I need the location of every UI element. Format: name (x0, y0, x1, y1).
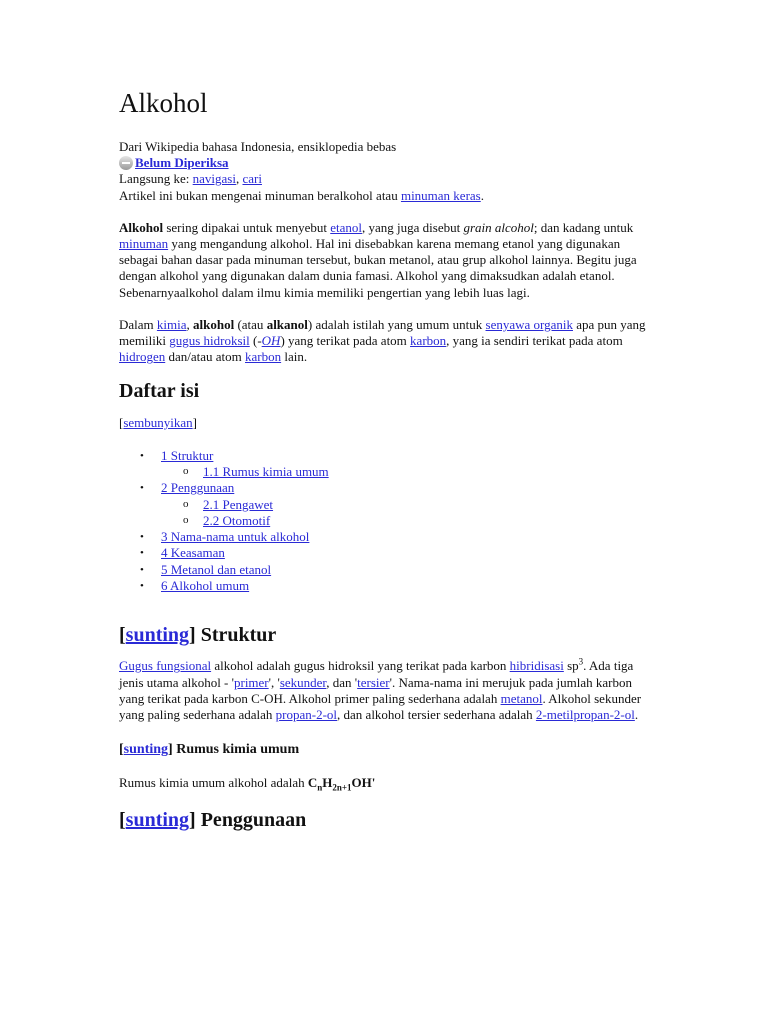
subsection-heading-rumus: [sunting] Rumus kimia umum (119, 742, 300, 758)
rumus-paragraph (119, 775, 659, 791)
text-run: yang mengandung alkohol. Hal ini disebabkan karena memang etanol yang digunakan sebagai bahan dasar pada minuman tersebut, bukan metanol, atau grup alkohol lainnya. Begitu juga dengan alkohol yang digunakan dalam dunia famasi. Alkohol yang dimaksudkan adalah etanol. Sebenarnyaalkohol dalam ilmu kimia memiliki pengertian yang lebih luas lagi. (119, 236, 637, 300)
toc-item (119, 578, 659, 594)
text-run: , (186, 316, 194, 332)
edit-link[interactable]: sunting (123, 742, 169, 758)
jump-prefix: Langsung ke: (119, 171, 193, 187)
text-run: alkohol adalah gugus hidroksil yang terikat pada karbon (211, 658, 510, 674)
bold-term: alkohol (193, 316, 235, 332)
article-content (119, 86, 659, 833)
bracket: [ (119, 415, 124, 431)
text-run: sp (563, 658, 579, 674)
hatnote-text: Artikel ini bukan mengenai minuman beralkohol atau (119, 187, 401, 203)
text-run: , dan alkohol tersier sederhana adalah (337, 706, 536, 722)
intro-paragraph-1 (119, 220, 659, 301)
jump-separator: , (235, 171, 243, 187)
page-title: Alkohol (119, 88, 208, 118)
source-line: Dari Wikipedia bahasa Indonesia, ensiklopedia bebas (119, 139, 397, 154)
section-title: Penggunaan (200, 809, 307, 832)
link-oh-text: OH (261, 333, 281, 349)
link-hibridisasi[interactable]: hibridisasi (509, 658, 564, 674)
edit-link[interactable]: sunting (125, 809, 190, 832)
hatnote-link[interactable]: minuman keras (400, 187, 481, 203)
link-sekunder[interactable]: sekunder (279, 674, 327, 690)
bold-term: Alkohol (119, 219, 164, 235)
superscript: 3 (578, 656, 584, 667)
text-run: , yang ia sendiri terikat pada atom (446, 333, 623, 349)
table-of-contents (119, 448, 659, 595)
link-hidrogen[interactable]: hidrogen (119, 349, 166, 365)
link-kimia[interactable]: kimia (156, 316, 187, 332)
section-heading-struktur: [sunting] Struktur (119, 624, 277, 647)
text-run: dan/atau atom (165, 349, 245, 365)
link-karbon-2[interactable]: karbon (245, 349, 282, 365)
toc-item (119, 562, 659, 578)
toc-link[interactable]: 3 Nama-nama untuk alkohol (161, 529, 310, 545)
review-status-link[interactable]: Belum Diperiksa (135, 155, 229, 171)
toc-link[interactable]: 5 Metanol dan etanol (161, 561, 272, 577)
text-run: lain. (281, 349, 308, 365)
intro-paragraph-2 (119, 317, 659, 366)
bracket: ] (192, 415, 198, 431)
formula-part: H (322, 775, 333, 791)
toc-toggle (119, 415, 659, 431)
toc-link[interactable]: 1.1 Rumus kimia umum (203, 463, 329, 479)
toc-item (119, 464, 659, 480)
text-run: Rumus kimia umum alkohol adalah (119, 775, 308, 791)
toc-item (119, 448, 659, 464)
toc-link[interactable]: 4 Keasaman (161, 545, 225, 561)
link-gugus-hidroksil[interactable]: gugus hidroksil (169, 333, 250, 349)
section-title: Struktur (200, 624, 277, 647)
text-run: . Ada tiga jenis utama alkohol - ' (119, 658, 634, 690)
jump-search-link[interactable]: cari (242, 171, 262, 187)
review-status-icon (119, 156, 133, 170)
link-metanol[interactable]: metanol (500, 690, 543, 706)
link-karbon[interactable]: karbon (410, 333, 447, 349)
bold-term: alkanol (266, 316, 308, 332)
formula-part: C (307, 775, 318, 791)
link-senyawa-organik[interactable]: senyawa organik (485, 316, 573, 332)
link-minuman[interactable]: minuman (119, 236, 169, 252)
toc-item (119, 529, 659, 545)
toc-link[interactable]: 2.1 Pengawet (203, 496, 274, 512)
text-run: (atau (234, 316, 267, 332)
text-run: . (634, 706, 639, 722)
struktur-paragraph (119, 658, 659, 723)
toc-link[interactable]: 6 Alkohol umum (161, 578, 250, 594)
text-run: ; dan kadang untuk (533, 219, 634, 235)
hatnote (119, 188, 659, 204)
subsection-title: Rumus kimia umum (176, 742, 300, 758)
link-propan-2-ol[interactable]: propan-2-ol (275, 706, 338, 722)
toc-link[interactable]: 2 Penggunaan (161, 480, 235, 496)
jump-navigation-link[interactable]: navigasi (192, 171, 236, 187)
link-tersier[interactable]: tersier (357, 674, 390, 690)
formula-sub: n (317, 782, 323, 793)
link-oh[interactable] (262, 333, 281, 348)
formula-part: OH' (351, 775, 376, 791)
section-heading-penggunaan: [sunting] Penggunaan (119, 809, 307, 832)
toc-link[interactable]: 1 Struktur (161, 447, 214, 463)
review-status (119, 155, 659, 171)
hatnote-end: . (480, 187, 484, 203)
chemical-formula (307, 775, 376, 793)
text-run: ) adalah istilah yang umum untuk (307, 316, 486, 332)
text-run: (- (249, 333, 262, 349)
toc-toggle-link[interactable]: sembunyikan (123, 415, 193, 431)
link-etanol[interactable]: etanol (330, 219, 363, 235)
text-run: '. Nama-nama ini merujuk pada jumlah karbon yang terikat pada karbon C-OH. Alkohol primer paling sederhana adalah (119, 674, 633, 706)
italic-term: grain alcohol (463, 219, 534, 235)
text-run: apa pun yang memiliki (119, 316, 646, 349)
text-run: , yang juga disebut (362, 219, 464, 235)
text-run: . Alkohol sekunder yang paling sederhana adalah (119, 690, 642, 722)
toc-item (119, 513, 659, 529)
toc-link[interactable]: 2.2 Otomotif (203, 512, 271, 528)
text-run: sering dipakai untuk menyebut (163, 219, 331, 235)
text-run: Dalam (119, 316, 157, 332)
text-run: , dan ' (326, 674, 358, 690)
toc-item (119, 545, 659, 561)
text-run: ', ' (268, 674, 280, 690)
jump-to (119, 171, 659, 187)
text-run: ) yang terikat pada atom (280, 333, 411, 349)
toc-item (119, 497, 659, 513)
link-2-metilpropan-2-ol[interactable]: 2-metilpropan-2-ol (535, 706, 635, 722)
formula-sub: 2n+1 (332, 782, 352, 793)
link-primer[interactable]: primer (233, 674, 269, 690)
toc-heading: Daftar isi (119, 380, 200, 403)
link-gugus-fungsional[interactable]: Gugus fungsional (119, 658, 212, 674)
toc-item (119, 480, 659, 496)
edit-link[interactable]: sunting (125, 624, 190, 647)
